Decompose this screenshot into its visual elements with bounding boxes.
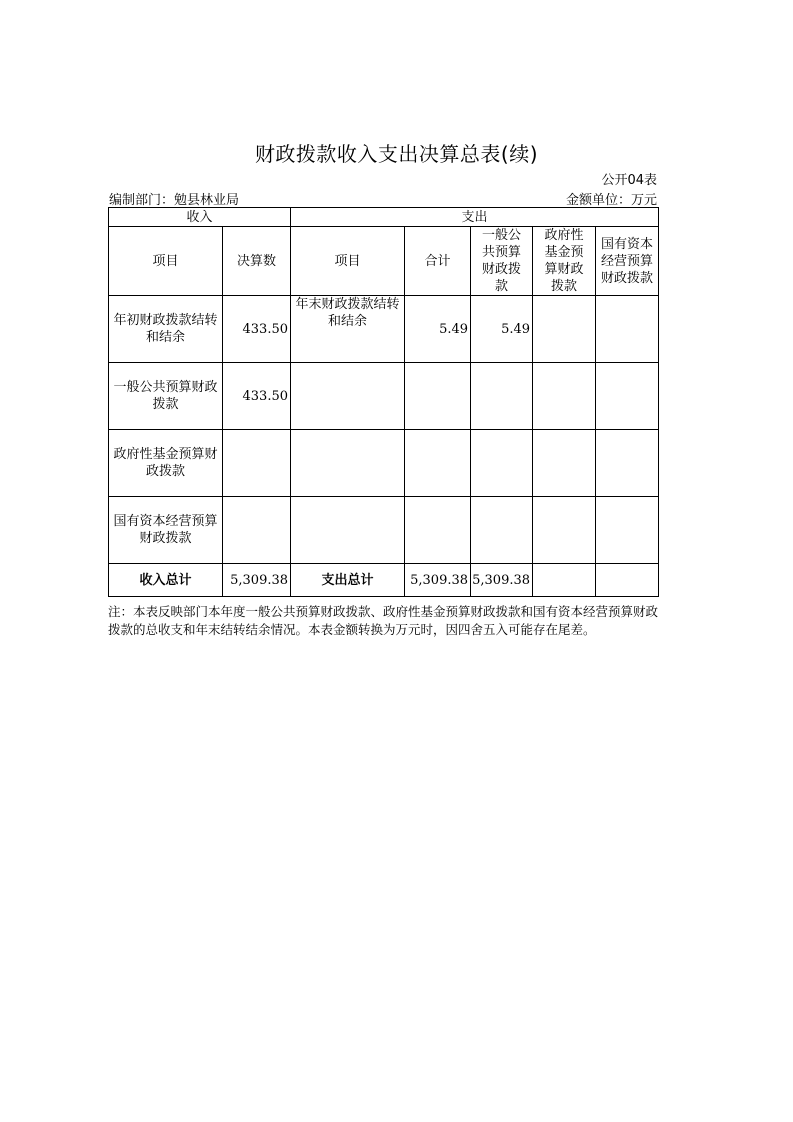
col-final-amount: 决算数 xyxy=(223,227,291,296)
expense-gov-fund-total xyxy=(533,564,596,597)
expense-gov-fund xyxy=(533,497,596,564)
col-expense-item: 项目 xyxy=(291,227,405,296)
expense-total xyxy=(405,430,471,497)
expense-item xyxy=(291,363,405,430)
expense-state-capital-total xyxy=(596,564,659,597)
header-row-2 xyxy=(109,227,659,296)
income-item: 国有资本经营预算财政拨款 xyxy=(109,497,223,564)
unit-label: 金额单位：万元 xyxy=(565,193,657,208)
col-income-item: 项目 xyxy=(109,227,223,296)
col-state-capital: 国有资本经营预算财政拨款 xyxy=(596,227,659,296)
expense-general xyxy=(471,430,533,497)
income-value xyxy=(223,430,291,497)
expense-item xyxy=(291,497,405,564)
department-label: 编制部门：勉县林业局 xyxy=(109,193,240,208)
col-gov-fund: 政府性基金预算财政拨款 xyxy=(533,227,596,296)
expense-gov-fund xyxy=(533,296,596,363)
income-value: 433.50 xyxy=(223,296,291,363)
table-row xyxy=(109,430,659,497)
expense-total xyxy=(405,497,471,564)
totals-row xyxy=(109,564,659,597)
expense-state-capital xyxy=(596,296,659,363)
footnote: 注：本表反映部门本年度一般公共预算财政拨款、政府性基金预算财政拨款和国有资本经营预算财政拨款的总收支和年末结转结余情况。本表金额转换为万元时，因四舍五入可能存在尾差。 xyxy=(108,604,659,637)
expense-state-capital xyxy=(596,430,659,497)
income-header: 收入 xyxy=(109,208,291,227)
header-row-1 xyxy=(109,208,659,227)
income-total-label: 收入总计 xyxy=(109,564,223,597)
income-item: 一般公共预算财政拨款 xyxy=(109,363,223,430)
form-number: 公开04表 xyxy=(601,173,657,188)
table-row xyxy=(109,296,659,363)
expense-gov-fund xyxy=(533,363,596,430)
budget-table xyxy=(108,207,659,597)
expense-general: 5.49 xyxy=(471,296,533,363)
income-item: 政府性基金预算财政拨款 xyxy=(109,430,223,497)
expense-general-total: 5,309.38 xyxy=(471,564,533,597)
income-value xyxy=(223,497,291,564)
expense-header: 支出 xyxy=(291,208,659,227)
expense-item xyxy=(291,430,405,497)
expense-general xyxy=(471,363,533,430)
income-item: 年初财政拨款结转和结余 xyxy=(109,296,223,363)
expense-gov-fund xyxy=(533,430,596,497)
page-title: 财政拨款收入支出决算总表(续) xyxy=(254,142,539,166)
expense-total-label: 支出总计 xyxy=(291,564,405,597)
expense-total: 5.49 xyxy=(405,296,471,363)
expense-total xyxy=(405,363,471,430)
col-total: 合计 xyxy=(405,227,471,296)
expense-state-capital xyxy=(596,497,659,564)
expense-item: 年末财政拨款结转和结余 xyxy=(291,296,405,363)
expense-general xyxy=(471,497,533,564)
col-general: 一般公共预算财政拨款 xyxy=(471,227,533,296)
table-row xyxy=(109,363,659,430)
expense-state-capital xyxy=(596,363,659,430)
income-total-value: 5,309.38 xyxy=(223,564,291,597)
table-row xyxy=(109,497,659,564)
expense-total-value: 5,309.38 xyxy=(405,564,471,597)
income-value: 433.50 xyxy=(223,363,291,430)
